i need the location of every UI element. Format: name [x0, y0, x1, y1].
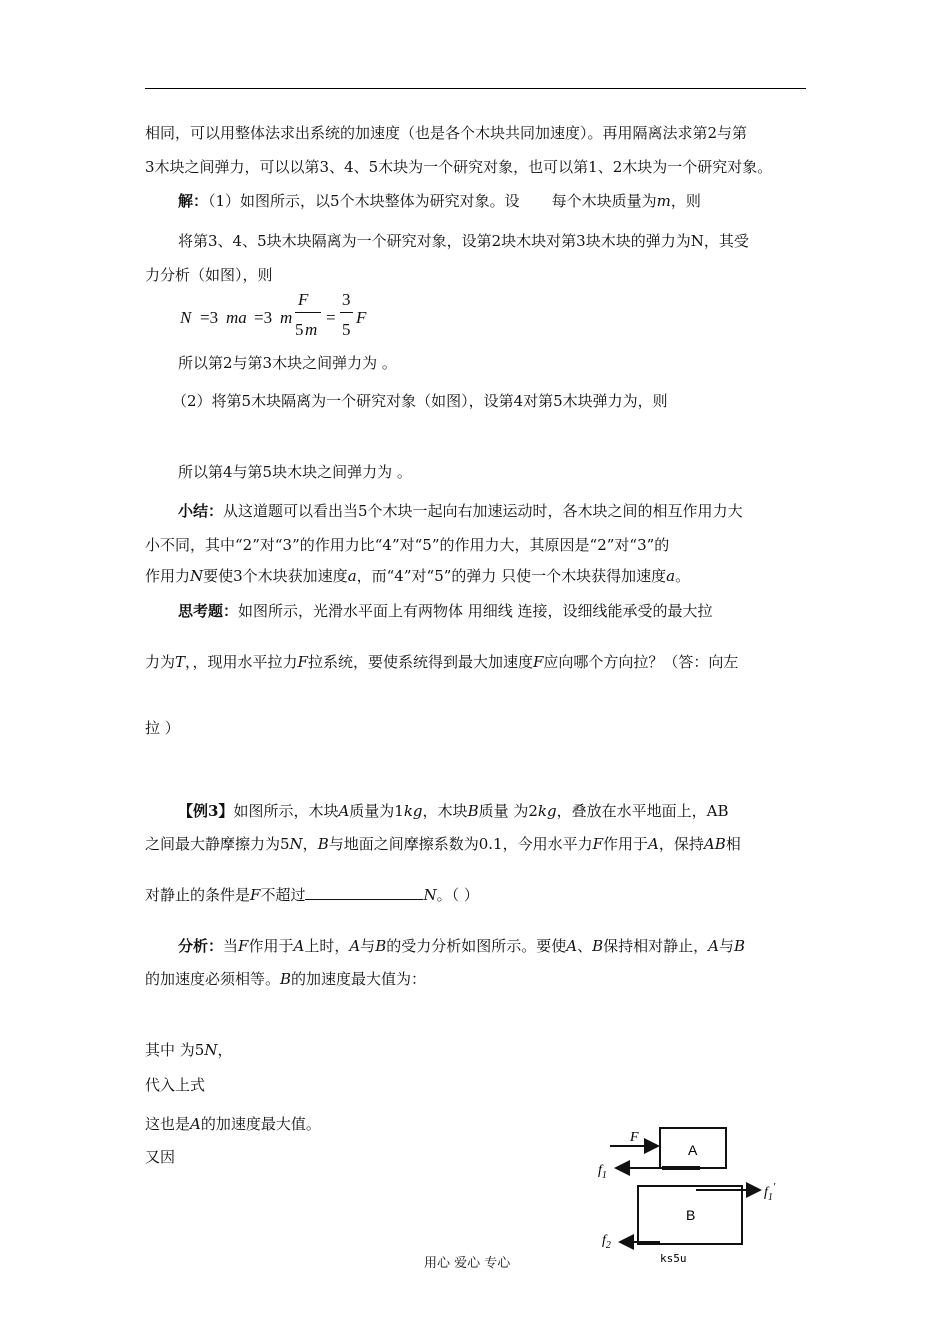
block-a-label: A — [688, 1142, 698, 1158]
summary-label: 小结： — [178, 502, 224, 520]
fraction-bar — [295, 312, 321, 313]
solution-line1: 解：（1）如图所示，以5个木块整体为研究对象。设 每个木块质量为m，则 — [178, 192, 701, 210]
para1-line2: 3木块之间弹力，可以以第3、4、5木块为一个研究对象，也可以第1、2木块为一个研究对象。 — [145, 158, 773, 176]
example3-label: 【例3】 — [178, 802, 234, 820]
analysis-line2: 的加速度必须相等。B的加速度最大值为： — [145, 970, 427, 988]
example3-line3: 对静止的条件是F不超过 N。（ ） — [145, 886, 479, 904]
part2: （2）将第5木块隔离为一个研究对象（如图），设第4对第5木块弹力为，则 — [172, 392, 668, 410]
friction-f1prime-label: $f_1'$ — [764, 1181, 776, 1203]
example3-line2: 之间最大静摩擦力为5N，B与地面之间摩擦系数为0.1，今用水平力F作用于A，保持AB相 — [145, 835, 741, 853]
think-line1: 思考题：如图所示，光滑水平面上有两物体 用细线 连接，设细线能承受的最大拉 — [178, 602, 713, 620]
tail-line1: 其中 为5N， — [145, 1041, 233, 1059]
friction-f2-label: $f_2$ — [602, 1233, 611, 1251]
tail-line2: 代入上式 — [145, 1076, 206, 1094]
summary-line2: 小不同，其中“2”对“3”的作用力比“4”对“5”的作用力大，其原因是“2”对“3”的 — [145, 536, 670, 554]
think-line3: 拉 ） — [145, 719, 180, 737]
answer-blank — [305, 885, 423, 900]
tail-line4: 又因 — [145, 1148, 176, 1166]
summary-line1: 小结：从这道题可以看出当5个木块一起向右加速运动时，各木块之间的相互作用力大 — [178, 502, 743, 520]
para1-line1: 相同，可以用整体法求出系统的加速度（也是各个木块共同加速度）。再用隔离法求第2与第 — [145, 124, 748, 142]
contact-strip — [662, 1166, 700, 1170]
analysis-label: 分析： — [178, 937, 224, 955]
figure-caption: ks5u — [660, 1252, 687, 1265]
result2: 所以第4与第5块木块之间弹力为 。 — [178, 463, 412, 481]
fraction-bar-2 — [340, 312, 353, 313]
result1: 所以第2与第3木块之间弹力为 。 — [178, 354, 397, 372]
think-label: 思考题： — [178, 602, 239, 620]
tail-line3: 这也是A的加速度最大值。 — [145, 1115, 321, 1133]
header-rule — [145, 88, 806, 89]
solution-line3: 力分析（如图），则 — [145, 266, 273, 284]
summary-line3: 作用力N要使3个木块获加速度a，而“4”对“5”的弹力 只使一个木块获得加速度a。 — [145, 567, 691, 585]
analysis-line1: 分析：当F作用于A上时，A与B的受力分析如图所示。要使A、B保持相对静止，A与B — [178, 937, 746, 955]
think-line2: 力为T，，现用水平拉力F拉系统，要使系统得到最大加速度F应向哪个方向拉？（答：向左 — [145, 653, 739, 671]
page-footer: 用心 爱心 专心 — [424, 1256, 511, 1271]
block-b-label: B — [686, 1207, 696, 1223]
force-diagram — [596, 1122, 796, 1270]
example3-line1: 【例3】如图所示，木块A质量为1kg，木块B质量 为2kg，叠放在水平地面上，AB — [178, 802, 729, 820]
solution-label: 解： — [178, 192, 209, 210]
force-f-label: F — [630, 1130, 639, 1145]
solution-line2: 将第3、4、5块木块隔离为一个研究对象，设第2块木块对第3块木块的弹力为N，其受 — [178, 232, 749, 250]
friction-f1-label: $f_1$ — [598, 1163, 607, 1181]
